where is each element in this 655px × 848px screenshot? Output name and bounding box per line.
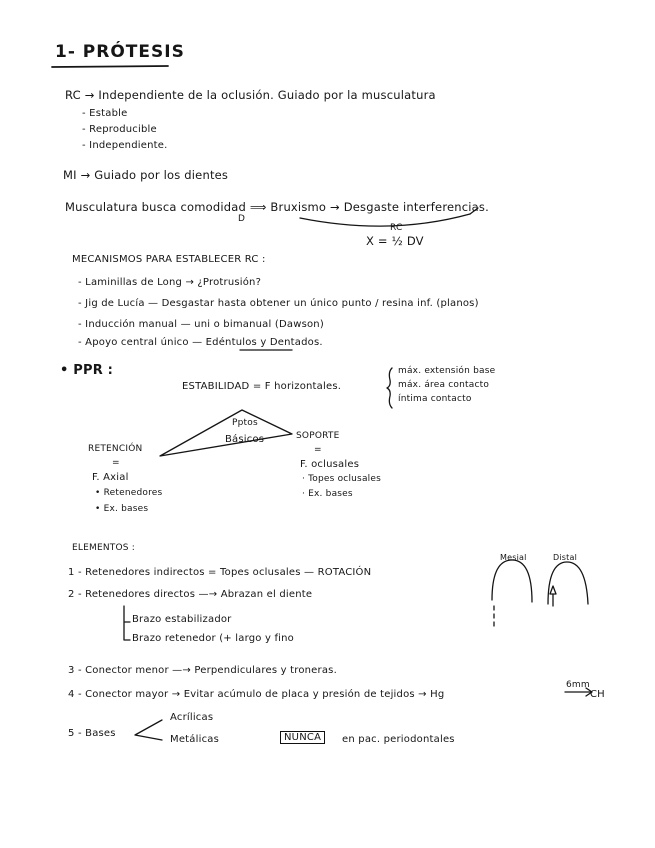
hg-end: CH (590, 689, 605, 700)
nunca-box: NUNCA (280, 731, 325, 744)
elemento-item: 1 - Retenedores indirectos = Topes oclusales — ROTACIÓN (68, 567, 372, 578)
distal-arch (548, 562, 588, 604)
mesial-arch (492, 560, 532, 602)
formula-curve-tail (470, 208, 478, 214)
rc-item: - Independiente. (82, 140, 168, 151)
ppr-triangle (160, 410, 292, 456)
elementos-heading: ELEMENTOS : (72, 543, 135, 553)
soporte-eq: = (314, 445, 322, 455)
hg-top: 6mm (566, 680, 590, 690)
retencion-title: RETENCIÓN (88, 444, 143, 454)
retencion-item: • Retenedores (95, 488, 163, 498)
formula-top: RC (390, 223, 403, 233)
rc-item: - Estable (82, 108, 128, 119)
mecanismo-item: - Apoyo central único — Edéntulos y Dentados. (78, 337, 323, 348)
bases-sub: Metálicas (170, 734, 220, 745)
d-mark: D (238, 214, 246, 224)
mecanismos-heading: MECANISMOS PARA ESTABLECER RC : (72, 254, 266, 265)
soporte-item: · Topes oclusales (302, 474, 381, 484)
mecanismo-item: - Inducción manual — uni o bimanual (Dawson) (78, 319, 324, 330)
diagram-label: Mesial (500, 553, 527, 562)
mi-definition: MI → Guiado por los dientes (63, 168, 229, 182)
triangle-top-label: Pptos (232, 418, 258, 428)
diagram-label: Distal (553, 553, 578, 562)
estabilidad-line: ESTABILIDAD = F horizontales. (182, 381, 342, 392)
bases-branch (135, 720, 162, 740)
mecanismo-item: - Jig de Lucía — Desgastar hasta obtener un único punto / resina inf. (planos) (78, 298, 479, 309)
estabilidad-item: íntima contacto (398, 394, 472, 404)
elemento-item: 3 - Conector menor —→ Perpendiculares y troneras. (68, 665, 337, 676)
estabilidad-item: máx. extensión base (398, 366, 496, 376)
estabilidad-item: máx. área contacto (398, 380, 490, 390)
bases-tail: en pac. periodontales (342, 734, 455, 745)
formula: X = ½ DV (366, 234, 424, 248)
page-title: 1- PRÓTESIS (55, 42, 185, 62)
elemento-subitem: Brazo estabilizador (132, 614, 232, 625)
formula-curve (300, 214, 470, 226)
muscle-line: Musculatura busca comodidad ⟹ Bruxismo → Desgaste interferencias. (65, 200, 489, 214)
brazo-bracket (124, 606, 130, 640)
elemento-item: 2 - Retenedores directos —→ Abrazan el diente (68, 589, 313, 600)
retencion-item: F. Axial (92, 472, 129, 483)
elemento-item: 5 - Bases (68, 728, 116, 739)
elemento-subitem: Brazo retenedor (+ largo y fino (132, 633, 295, 644)
bases-sub: Acrílicas (170, 712, 214, 723)
retencion-eq: = (112, 458, 120, 468)
title-underline (52, 66, 168, 67)
triangle-mid-label: Básicos (225, 434, 265, 445)
soporte-title: SOPORTE (296, 431, 340, 441)
hg-arrow (565, 688, 592, 696)
soporte-item: · Ex. bases (302, 489, 353, 499)
ppr-label: • PPR : (60, 363, 114, 378)
distal-mark (550, 586, 556, 606)
soporte-item: F. oclusales (300, 459, 360, 470)
mecanismo-item: - Laminillas de Long → ¿Protrusión? (78, 277, 262, 288)
rc-item: - Reproducible (82, 124, 157, 135)
rc-definition: RC → Independiente de la oclusión. Guiado por la musculatura (65, 88, 436, 102)
elemento-item: 4 - Conector mayor → Evitar acúmulo de placa y presión de tejidos → Hg (68, 689, 445, 700)
estabilidad-brace (387, 368, 392, 408)
retencion-item: • Ex. bases (95, 504, 149, 514)
